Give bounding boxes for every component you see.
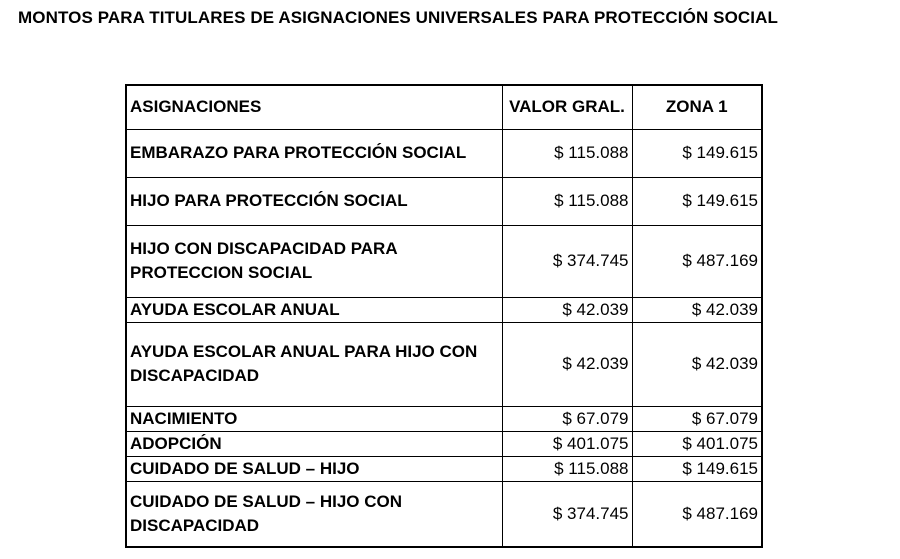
table-row [126,129,762,177]
row-zona-1: $ 149.615 [632,177,762,225]
row-valor-gral: $ 67.079 [502,406,632,431]
row-asignacion: CUIDADO DE SALUD – HIJO [126,456,502,481]
row-asignacion: ADOPCIÓN [126,431,502,456]
table-row [126,431,762,456]
row-zona-1: $ 149.615 [632,456,762,481]
row-zona-1: $ 67.079 [632,406,762,431]
table-header-row [126,85,762,129]
header-asignaciones: ASIGNACIONES [126,85,502,129]
table-row [126,481,762,547]
document-title: MONTOS PARA TITULARES DE ASIGNACIONES UNIVERSALES PARA PROTECCIÓN SOCIAL [18,8,778,27]
row-zona-1: $ 42.039 [632,322,762,406]
row-asignacion: CUIDADO DE SALUD – HIJO CON DISCAPACIDAD [126,481,502,547]
header-zona-1: ZONA 1 [632,85,762,129]
row-valor-gral: $ 374.745 [502,225,632,297]
row-asignacion: EMBARAZO PARA PROTECCIÓN SOCIAL [126,129,502,177]
table-row [126,225,762,297]
table-row [126,406,762,431]
row-valor-gral: $ 42.039 [502,297,632,322]
row-zona-1: $ 487.169 [632,481,762,547]
row-zona-1: $ 487.169 [632,225,762,297]
row-zona-1: $ 42.039 [632,297,762,322]
table-row [126,177,762,225]
header-valor-gral: VALOR GRAL. [502,85,632,129]
row-asignacion: HIJO CON DISCAPACIDAD PARA PROTECCION SOCIAL [126,225,502,297]
row-valor-gral: $ 401.075 [502,431,632,456]
table-row [126,456,762,481]
row-asignacion: NACIMIENTO [126,406,502,431]
row-asignacion: HIJO PARA PROTECCIÓN SOCIAL [126,177,502,225]
asignaciones-table [125,84,763,548]
row-valor-gral: $ 374.745 [502,481,632,547]
row-valor-gral: $ 115.088 [502,129,632,177]
row-zona-1: $ 401.075 [632,431,762,456]
row-valor-gral: $ 115.088 [502,177,632,225]
table-row [126,297,762,322]
row-valor-gral: $ 42.039 [502,322,632,406]
row-zona-1: $ 149.615 [632,129,762,177]
row-asignacion: AYUDA ESCOLAR ANUAL [126,297,502,322]
table-row [126,322,762,406]
row-valor-gral: $ 115.088 [502,456,632,481]
row-asignacion: AYUDA ESCOLAR ANUAL PARA HIJO CON DISCAPACIDAD [126,322,502,406]
